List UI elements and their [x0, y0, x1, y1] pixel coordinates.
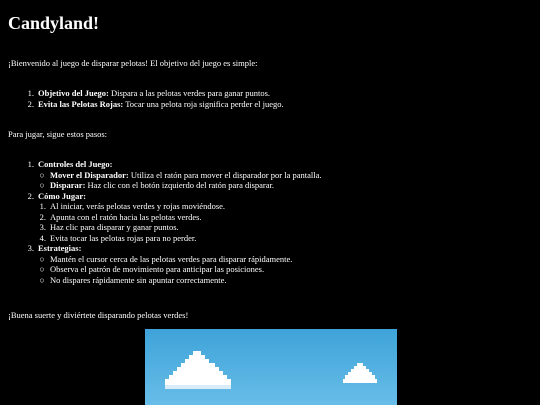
steps-intro-text: Para jugar, sigue estos pasos: — [8, 129, 108, 139]
page-title: Candyland! — [8, 13, 100, 33]
game-canvas[interactable] — [145, 329, 397, 405]
list-item: ○ Mover el Disparador: Utiliza el ratón para mover el disparador por la pantalla. — [39, 169, 322, 180]
list-item: ○ Mantén el cursor cerca de las pelotas verdes para disparar rápidamente. — [39, 253, 293, 264]
closing-text: ¡Buena suerte y diviértete disparando pelotas verdes! — [8, 310, 189, 320]
controls-heading: 1. Controles del Juego: — [27, 159, 113, 169]
cloud-icon — [343, 361, 379, 387]
list-item: 1. Al iniciar, verás pelotas verdes y rojas moviéndose. — [39, 201, 226, 211]
list-item: 3. Haz clic para disparar y ganar puntos. — [39, 222, 179, 232]
cloud-icon — [165, 349, 235, 393]
rule-item: 2. Evita las Pelotas Rojas: Tocar una pelota roja significa perder el juego. — [27, 98, 284, 109]
list-item: 4. Evita tocar las pelotas rojas para no perder. — [39, 232, 197, 243]
rule-item: 1. Objetivo del Juego: Dispara a las pelotas verdes para ganar puntos. — [27, 88, 271, 98]
list-item: ○ No dispares rápidamente sin apuntar correctamente. — [39, 274, 227, 285]
how-heading: 2. Cómo Jugar: — [27, 190, 86, 201]
rules-list — [26, 88, 284, 109]
intro-text: ¡Bienvenido al juego de disparar pelotas! El objetivo del juego es simple: — [8, 58, 258, 68]
strategies-heading: 3. Estrategias: — [27, 243, 82, 253]
list-item: ○ Observa el patrón de movimiento para anticipar las posiciones. — [39, 264, 265, 274]
list-item: ○ Disparar: Haz clic con el botón izquierdo del ratón para disparar. — [39, 180, 274, 190]
list-item: 2. Apunta con el ratón hacia las pelotas verdes. — [39, 211, 202, 222]
steps-list — [26, 159, 322, 285]
